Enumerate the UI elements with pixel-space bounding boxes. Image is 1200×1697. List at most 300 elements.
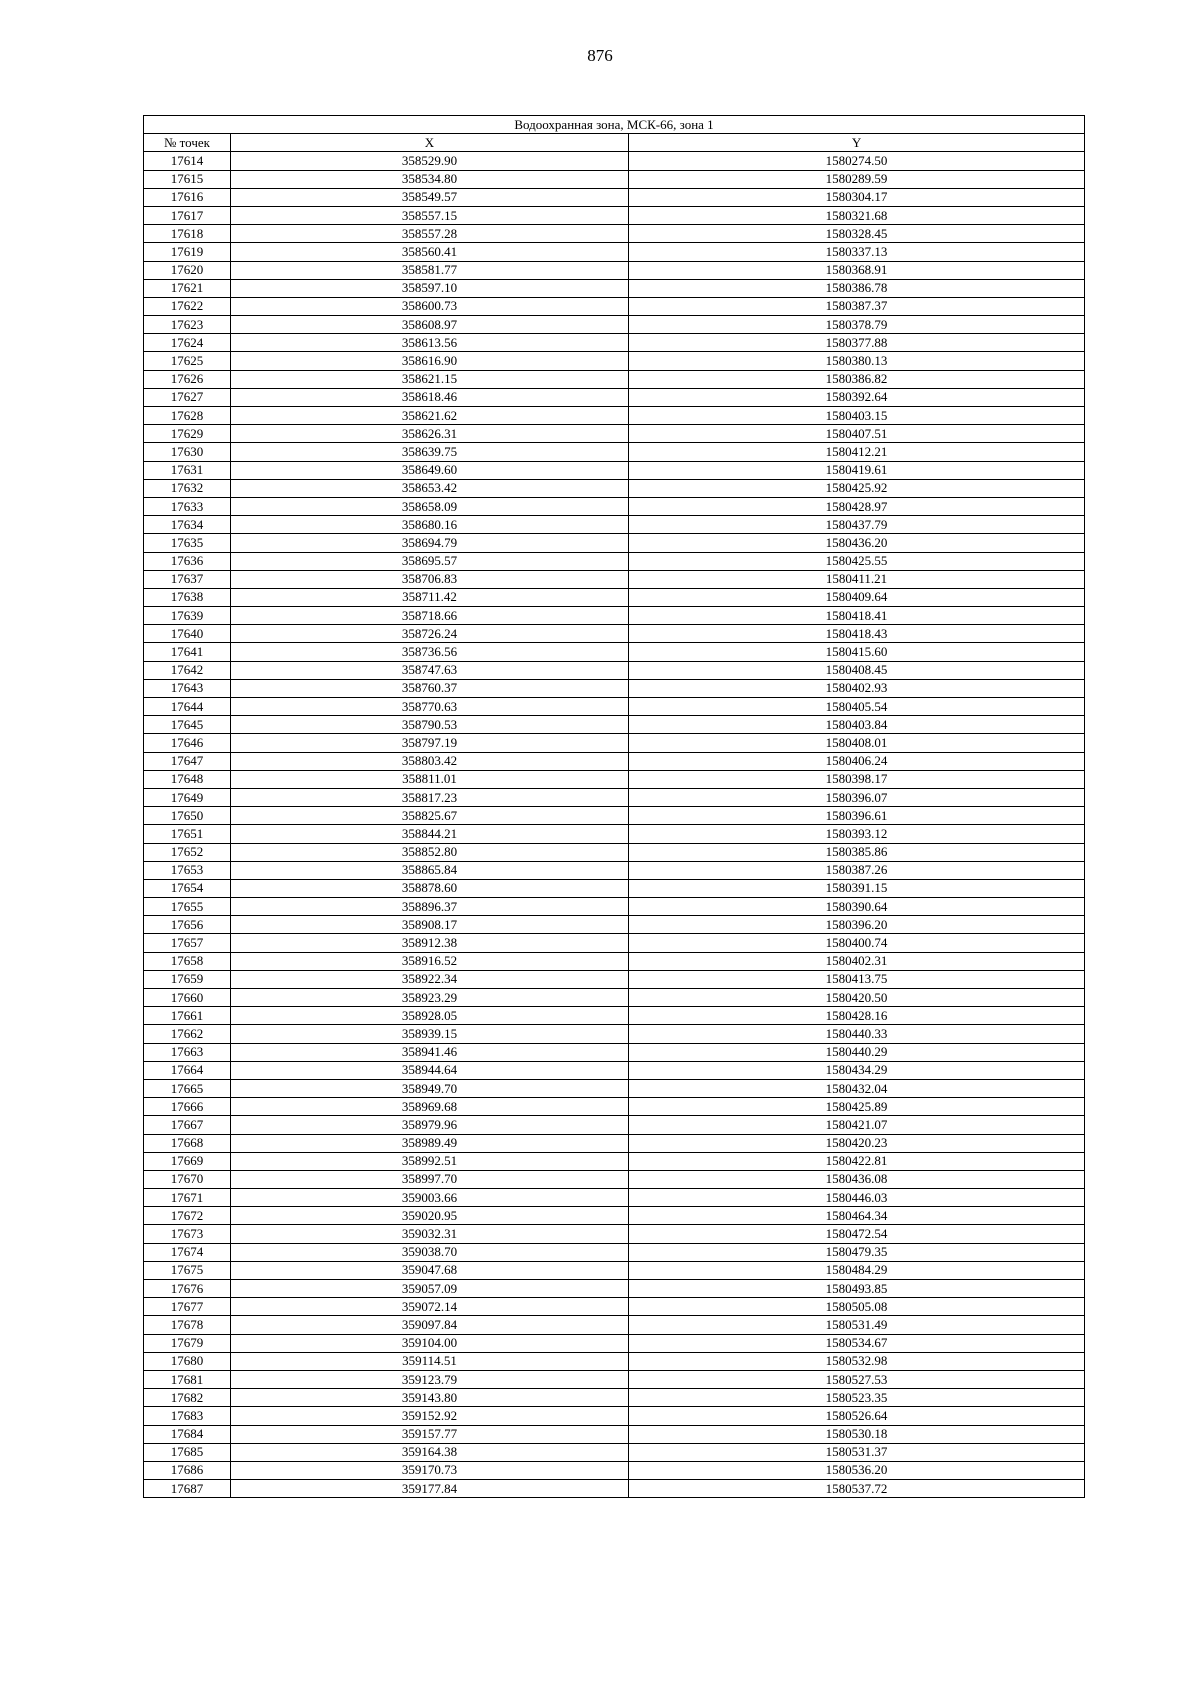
point-number-cell: 17675	[144, 1261, 231, 1279]
column-header-y: Y	[629, 134, 1085, 152]
table-row	[144, 1189, 1085, 1207]
table-row	[144, 643, 1085, 661]
point-number-cell: 17661	[144, 1007, 231, 1025]
y-coordinate-cell: 1580409.64	[629, 588, 1085, 606]
point-number-cell: 17623	[144, 316, 231, 334]
point-number-cell: 17625	[144, 352, 231, 370]
y-coordinate-cell: 1580337.13	[629, 243, 1085, 261]
x-coordinate-cell: 358747.63	[231, 661, 629, 679]
point-number-cell: 17672	[144, 1207, 231, 1225]
x-coordinate-cell: 358649.60	[231, 461, 629, 479]
point-number-cell: 17654	[144, 879, 231, 897]
y-coordinate-cell: 1580531.37	[629, 1443, 1085, 1461]
x-coordinate-cell: 358770.63	[231, 698, 629, 716]
point-number-cell: 17669	[144, 1152, 231, 1170]
x-coordinate-cell: 358979.96	[231, 1116, 629, 1134]
table-row	[144, 443, 1085, 461]
point-number-cell: 17655	[144, 898, 231, 916]
y-coordinate-cell: 1580425.55	[629, 552, 1085, 570]
table-row	[144, 989, 1085, 1007]
x-coordinate-cell: 358969.68	[231, 1098, 629, 1116]
y-coordinate-cell: 1580393.12	[629, 825, 1085, 843]
y-coordinate-cell: 1580422.81	[629, 1152, 1085, 1170]
point-number-cell: 17633	[144, 497, 231, 515]
y-coordinate-cell: 1580421.07	[629, 1116, 1085, 1134]
point-number-cell: 17630	[144, 443, 231, 461]
point-number-cell: 17619	[144, 243, 231, 261]
y-coordinate-cell: 1580534.67	[629, 1334, 1085, 1352]
table-row	[144, 552, 1085, 570]
y-coordinate-cell: 1580419.61	[629, 461, 1085, 479]
table-row	[144, 152, 1085, 170]
table-row	[144, 607, 1085, 625]
point-number-cell: 17659	[144, 970, 231, 988]
x-coordinate-cell: 358928.05	[231, 1007, 629, 1025]
point-number-cell: 17683	[144, 1407, 231, 1425]
table-title-row	[144, 116, 1085, 134]
y-coordinate-cell: 1580434.29	[629, 1061, 1085, 1079]
x-coordinate-cell: 358557.28	[231, 225, 629, 243]
y-coordinate-cell: 1580479.35	[629, 1243, 1085, 1261]
x-coordinate-cell: 358865.84	[231, 861, 629, 879]
y-coordinate-cell: 1580420.23	[629, 1134, 1085, 1152]
point-number-cell: 17650	[144, 807, 231, 825]
point-number-cell: 17686	[144, 1461, 231, 1479]
x-coordinate-cell: 358923.29	[231, 989, 629, 1007]
x-coordinate-cell: 358760.37	[231, 679, 629, 697]
x-coordinate-cell: 358922.34	[231, 970, 629, 988]
point-number-cell: 17614	[144, 152, 231, 170]
y-coordinate-cell: 1580390.64	[629, 898, 1085, 916]
point-number-cell: 17682	[144, 1389, 231, 1407]
y-coordinate-cell: 1580436.20	[629, 534, 1085, 552]
table-row	[144, 1334, 1085, 1352]
x-coordinate-cell: 359164.38	[231, 1443, 629, 1461]
table-row	[144, 316, 1085, 334]
y-coordinate-cell: 1580437.79	[629, 516, 1085, 534]
table-row	[144, 1079, 1085, 1097]
x-coordinate-cell: 359032.31	[231, 1225, 629, 1243]
coordinates-table	[143, 115, 1085, 1498]
x-coordinate-cell: 359104.00	[231, 1334, 629, 1352]
table-row	[144, 534, 1085, 552]
point-number-cell: 17678	[144, 1316, 231, 1334]
table-row	[144, 1280, 1085, 1298]
y-coordinate-cell: 1580428.97	[629, 497, 1085, 515]
point-number-cell: 17687	[144, 1480, 231, 1498]
table-row	[144, 952, 1085, 970]
x-coordinate-cell: 358726.24	[231, 625, 629, 643]
table-row	[144, 752, 1085, 770]
y-coordinate-cell: 1580405.54	[629, 698, 1085, 716]
y-coordinate-cell: 1580493.85	[629, 1280, 1085, 1298]
x-coordinate-cell: 358600.73	[231, 297, 629, 315]
x-coordinate-cell: 358992.51	[231, 1152, 629, 1170]
table-row	[144, 788, 1085, 806]
x-coordinate-cell: 359143.80	[231, 1389, 629, 1407]
y-coordinate-cell: 1580387.26	[629, 861, 1085, 879]
y-coordinate-cell: 1580328.45	[629, 225, 1085, 243]
table-row	[144, 1425, 1085, 1443]
x-coordinate-cell: 358718.66	[231, 607, 629, 625]
table-row	[144, 879, 1085, 897]
x-coordinate-cell: 358653.42	[231, 479, 629, 497]
point-number-cell: 17629	[144, 425, 231, 443]
point-number-cell: 17666	[144, 1098, 231, 1116]
table-row	[144, 170, 1085, 188]
x-coordinate-cell: 358608.97	[231, 316, 629, 334]
table-row	[144, 461, 1085, 479]
point-number-cell: 17616	[144, 188, 231, 206]
x-coordinate-cell: 358997.70	[231, 1170, 629, 1188]
x-coordinate-cell: 358549.57	[231, 188, 629, 206]
y-coordinate-cell: 1580415.60	[629, 643, 1085, 661]
y-coordinate-cell: 1580411.21	[629, 570, 1085, 588]
x-coordinate-cell: 358811.01	[231, 770, 629, 788]
table-row	[144, 679, 1085, 697]
x-coordinate-cell: 358989.49	[231, 1134, 629, 1152]
table-row	[144, 1261, 1085, 1279]
y-coordinate-cell: 1580484.29	[629, 1261, 1085, 1279]
table-row	[144, 1152, 1085, 1170]
point-number-cell: 17645	[144, 716, 231, 734]
x-coordinate-cell: 358639.75	[231, 443, 629, 461]
y-coordinate-cell: 1580387.37	[629, 297, 1085, 315]
x-coordinate-cell: 359038.70	[231, 1243, 629, 1261]
y-coordinate-cell: 1580400.74	[629, 934, 1085, 952]
x-coordinate-cell: 359114.51	[231, 1352, 629, 1370]
y-coordinate-cell: 1580530.18	[629, 1425, 1085, 1443]
table-header-row	[144, 134, 1085, 152]
y-coordinate-cell: 1580464.34	[629, 1207, 1085, 1225]
point-number-cell: 17648	[144, 770, 231, 788]
table-row	[144, 334, 1085, 352]
table-row	[144, 1407, 1085, 1425]
point-number-cell: 17641	[144, 643, 231, 661]
x-coordinate-cell: 358618.46	[231, 388, 629, 406]
y-coordinate-cell: 1580385.86	[629, 843, 1085, 861]
point-number-cell: 17668	[144, 1134, 231, 1152]
point-number-cell: 17664	[144, 1061, 231, 1079]
y-coordinate-cell: 1580428.16	[629, 1007, 1085, 1025]
y-coordinate-cell: 1580527.53	[629, 1370, 1085, 1388]
table-row	[144, 388, 1085, 406]
y-coordinate-cell: 1580425.89	[629, 1098, 1085, 1116]
x-coordinate-cell: 358616.90	[231, 352, 629, 370]
x-coordinate-cell: 359047.68	[231, 1261, 629, 1279]
x-coordinate-cell: 358797.19	[231, 734, 629, 752]
table-row	[144, 861, 1085, 879]
point-number-cell: 17660	[144, 989, 231, 1007]
table-row	[144, 570, 1085, 588]
point-number-cell: 17617	[144, 206, 231, 224]
y-coordinate-cell: 1580420.50	[629, 989, 1085, 1007]
point-number-cell: 17640	[144, 625, 231, 643]
table-row	[144, 370, 1085, 388]
table-row	[144, 1225, 1085, 1243]
x-coordinate-cell: 358949.70	[231, 1079, 629, 1097]
point-number-cell: 17681	[144, 1370, 231, 1388]
y-coordinate-cell: 1580505.08	[629, 1298, 1085, 1316]
x-coordinate-cell: 358597.10	[231, 279, 629, 297]
y-coordinate-cell: 1580378.79	[629, 316, 1085, 334]
point-number-cell: 17653	[144, 861, 231, 879]
y-coordinate-cell: 1580408.01	[629, 734, 1085, 752]
column-header-x: X	[231, 134, 629, 152]
point-number-cell: 17643	[144, 679, 231, 697]
x-coordinate-cell: 358711.42	[231, 588, 629, 606]
x-coordinate-cell: 359020.95	[231, 1207, 629, 1225]
x-coordinate-cell: 358944.64	[231, 1061, 629, 1079]
table-row	[144, 425, 1085, 443]
x-coordinate-cell: 358803.42	[231, 752, 629, 770]
point-number-cell: 17649	[144, 788, 231, 806]
x-coordinate-cell: 359152.92	[231, 1407, 629, 1425]
y-coordinate-cell: 1580537.72	[629, 1480, 1085, 1498]
y-coordinate-cell: 1580321.68	[629, 206, 1085, 224]
point-number-cell: 17632	[144, 479, 231, 497]
point-number-cell: 17665	[144, 1079, 231, 1097]
point-number-cell: 17679	[144, 1334, 231, 1352]
point-number-cell: 17622	[144, 297, 231, 315]
table-row	[144, 1480, 1085, 1498]
y-coordinate-cell: 1580392.64	[629, 388, 1085, 406]
point-number-cell: 17639	[144, 607, 231, 625]
table-row	[144, 1007, 1085, 1025]
point-number-cell: 17637	[144, 570, 231, 588]
x-coordinate-cell: 359123.79	[231, 1370, 629, 1388]
x-coordinate-cell: 359057.09	[231, 1280, 629, 1298]
point-number-cell: 17663	[144, 1043, 231, 1061]
y-coordinate-cell: 1580402.31	[629, 952, 1085, 970]
table-row	[144, 1207, 1085, 1225]
x-coordinate-cell: 358896.37	[231, 898, 629, 916]
table-row	[144, 1461, 1085, 1479]
point-number-cell: 17673	[144, 1225, 231, 1243]
y-coordinate-cell: 1580398.17	[629, 770, 1085, 788]
table-row	[144, 934, 1085, 952]
table-row	[144, 279, 1085, 297]
table-row	[144, 497, 1085, 515]
point-number-cell: 17652	[144, 843, 231, 861]
y-coordinate-cell: 1580418.43	[629, 625, 1085, 643]
x-coordinate-cell: 358912.38	[231, 934, 629, 952]
y-coordinate-cell: 1580386.78	[629, 279, 1085, 297]
point-number-cell: 17676	[144, 1280, 231, 1298]
x-coordinate-cell: 358680.16	[231, 516, 629, 534]
table-row	[144, 1443, 1085, 1461]
x-coordinate-cell: 358613.56	[231, 334, 629, 352]
y-coordinate-cell: 1580531.49	[629, 1316, 1085, 1334]
point-number-cell: 17620	[144, 261, 231, 279]
y-coordinate-cell: 1580436.08	[629, 1170, 1085, 1188]
x-coordinate-cell: 358560.41	[231, 243, 629, 261]
table-row	[144, 479, 1085, 497]
point-number-cell: 17618	[144, 225, 231, 243]
y-coordinate-cell: 1580402.93	[629, 679, 1085, 697]
table-row	[144, 898, 1085, 916]
table-title: Водоохранная зона, МСК-66, зона 1	[144, 116, 1085, 134]
table-row	[144, 261, 1085, 279]
point-number-cell: 17685	[144, 1443, 231, 1461]
y-coordinate-cell: 1580403.15	[629, 407, 1085, 425]
point-number-cell: 17667	[144, 1116, 231, 1134]
x-coordinate-cell: 358736.56	[231, 643, 629, 661]
point-number-cell: 17636	[144, 552, 231, 570]
table-row	[144, 661, 1085, 679]
y-coordinate-cell: 1580432.04	[629, 1079, 1085, 1097]
table-row	[144, 1352, 1085, 1370]
x-coordinate-cell: 358621.62	[231, 407, 629, 425]
point-number-cell: 17656	[144, 916, 231, 934]
y-coordinate-cell: 1580304.17	[629, 188, 1085, 206]
point-number-cell: 17642	[144, 661, 231, 679]
table-row	[144, 1170, 1085, 1188]
table-row	[144, 1061, 1085, 1079]
x-coordinate-cell: 358658.09	[231, 497, 629, 515]
table-row	[144, 225, 1085, 243]
point-number-cell: 17634	[144, 516, 231, 534]
point-number-cell: 17624	[144, 334, 231, 352]
table-row	[144, 1116, 1085, 1134]
y-coordinate-cell: 1580396.61	[629, 807, 1085, 825]
point-number-cell: 17684	[144, 1425, 231, 1443]
y-coordinate-cell: 1580440.29	[629, 1043, 1085, 1061]
y-coordinate-cell: 1580418.41	[629, 607, 1085, 625]
y-coordinate-cell: 1580408.45	[629, 661, 1085, 679]
y-coordinate-cell: 1580391.15	[629, 879, 1085, 897]
table-row	[144, 1043, 1085, 1061]
point-number-cell: 17680	[144, 1352, 231, 1370]
y-coordinate-cell: 1580386.82	[629, 370, 1085, 388]
point-number-cell: 17662	[144, 1025, 231, 1043]
x-coordinate-cell: 358694.79	[231, 534, 629, 552]
table-row	[144, 206, 1085, 224]
x-coordinate-cell: 358939.15	[231, 1025, 629, 1043]
table-row	[144, 807, 1085, 825]
table-row	[144, 243, 1085, 261]
x-coordinate-cell: 358706.83	[231, 570, 629, 588]
table-row	[144, 352, 1085, 370]
point-number-cell: 17647	[144, 752, 231, 770]
point-number-cell: 17671	[144, 1189, 231, 1207]
table-row	[144, 516, 1085, 534]
point-number-cell: 17626	[144, 370, 231, 388]
point-number-cell: 17627	[144, 388, 231, 406]
table-row	[144, 1389, 1085, 1407]
table-row	[144, 1098, 1085, 1116]
point-number-cell: 17635	[144, 534, 231, 552]
x-coordinate-cell: 358626.31	[231, 425, 629, 443]
point-number-cell: 17677	[144, 1298, 231, 1316]
x-coordinate-cell: 358878.60	[231, 879, 629, 897]
x-coordinate-cell: 358557.15	[231, 206, 629, 224]
table-row	[144, 698, 1085, 716]
x-coordinate-cell: 358852.80	[231, 843, 629, 861]
point-number-cell: 17621	[144, 279, 231, 297]
point-number-cell: 17615	[144, 170, 231, 188]
y-coordinate-cell: 1580532.98	[629, 1352, 1085, 1370]
y-coordinate-cell: 1580425.92	[629, 479, 1085, 497]
y-coordinate-cell: 1580472.54	[629, 1225, 1085, 1243]
y-coordinate-cell: 1580380.13	[629, 352, 1085, 370]
table-row	[144, 825, 1085, 843]
y-coordinate-cell: 1580413.75	[629, 970, 1085, 988]
x-coordinate-cell: 358916.52	[231, 952, 629, 970]
x-coordinate-cell: 359097.84	[231, 1316, 629, 1334]
x-coordinate-cell: 358621.15	[231, 370, 629, 388]
y-coordinate-cell: 1580396.07	[629, 788, 1085, 806]
point-number-cell: 17651	[144, 825, 231, 843]
x-coordinate-cell: 359003.66	[231, 1189, 629, 1207]
page-number: 876	[587, 46, 613, 65]
x-coordinate-cell: 358790.53	[231, 716, 629, 734]
x-coordinate-cell: 359157.77	[231, 1425, 629, 1443]
y-coordinate-cell: 1580407.51	[629, 425, 1085, 443]
table-row	[144, 625, 1085, 643]
table-row	[144, 297, 1085, 315]
table-row	[144, 734, 1085, 752]
table-row	[144, 188, 1085, 206]
y-coordinate-cell: 1580412.21	[629, 443, 1085, 461]
x-coordinate-cell: 358695.57	[231, 552, 629, 570]
x-coordinate-cell: 359170.73	[231, 1461, 629, 1479]
table-row	[144, 588, 1085, 606]
point-number-cell: 17674	[144, 1243, 231, 1261]
y-coordinate-cell: 1580368.91	[629, 261, 1085, 279]
point-number-cell: 17658	[144, 952, 231, 970]
point-number-cell: 17657	[144, 934, 231, 952]
table-row	[144, 716, 1085, 734]
table-row	[144, 1370, 1085, 1388]
table-row	[144, 407, 1085, 425]
y-coordinate-cell: 1580446.03	[629, 1189, 1085, 1207]
table-row	[144, 1316, 1085, 1334]
y-coordinate-cell: 1580403.84	[629, 716, 1085, 734]
table-row	[144, 1298, 1085, 1316]
x-coordinate-cell: 358825.67	[231, 807, 629, 825]
x-coordinate-cell: 358529.90	[231, 152, 629, 170]
y-coordinate-cell: 1580440.33	[629, 1025, 1085, 1043]
y-coordinate-cell: 1580526.64	[629, 1407, 1085, 1425]
table-row	[144, 1243, 1085, 1261]
y-coordinate-cell: 1580274.50	[629, 152, 1085, 170]
table-row	[144, 970, 1085, 988]
point-number-cell: 17628	[144, 407, 231, 425]
table-body	[144, 152, 1085, 1498]
table-row	[144, 916, 1085, 934]
table-row	[144, 1025, 1085, 1043]
y-coordinate-cell: 1580289.59	[629, 170, 1085, 188]
table-row	[144, 1134, 1085, 1152]
y-coordinate-cell: 1580523.35	[629, 1389, 1085, 1407]
point-number-cell: 17631	[144, 461, 231, 479]
x-coordinate-cell: 358908.17	[231, 916, 629, 934]
x-coordinate-cell: 358534.80	[231, 170, 629, 188]
point-number-cell: 17644	[144, 698, 231, 716]
table-row	[144, 770, 1085, 788]
x-coordinate-cell: 359177.84	[231, 1480, 629, 1498]
point-number-cell: 17646	[144, 734, 231, 752]
x-coordinate-cell: 358817.23	[231, 788, 629, 806]
point-number-cell: 17670	[144, 1170, 231, 1188]
column-header-point-number: № точек	[144, 134, 231, 152]
table-row	[144, 843, 1085, 861]
x-coordinate-cell: 359072.14	[231, 1298, 629, 1316]
x-coordinate-cell: 358941.46	[231, 1043, 629, 1061]
y-coordinate-cell: 1580377.88	[629, 334, 1085, 352]
y-coordinate-cell: 1580406.24	[629, 752, 1085, 770]
